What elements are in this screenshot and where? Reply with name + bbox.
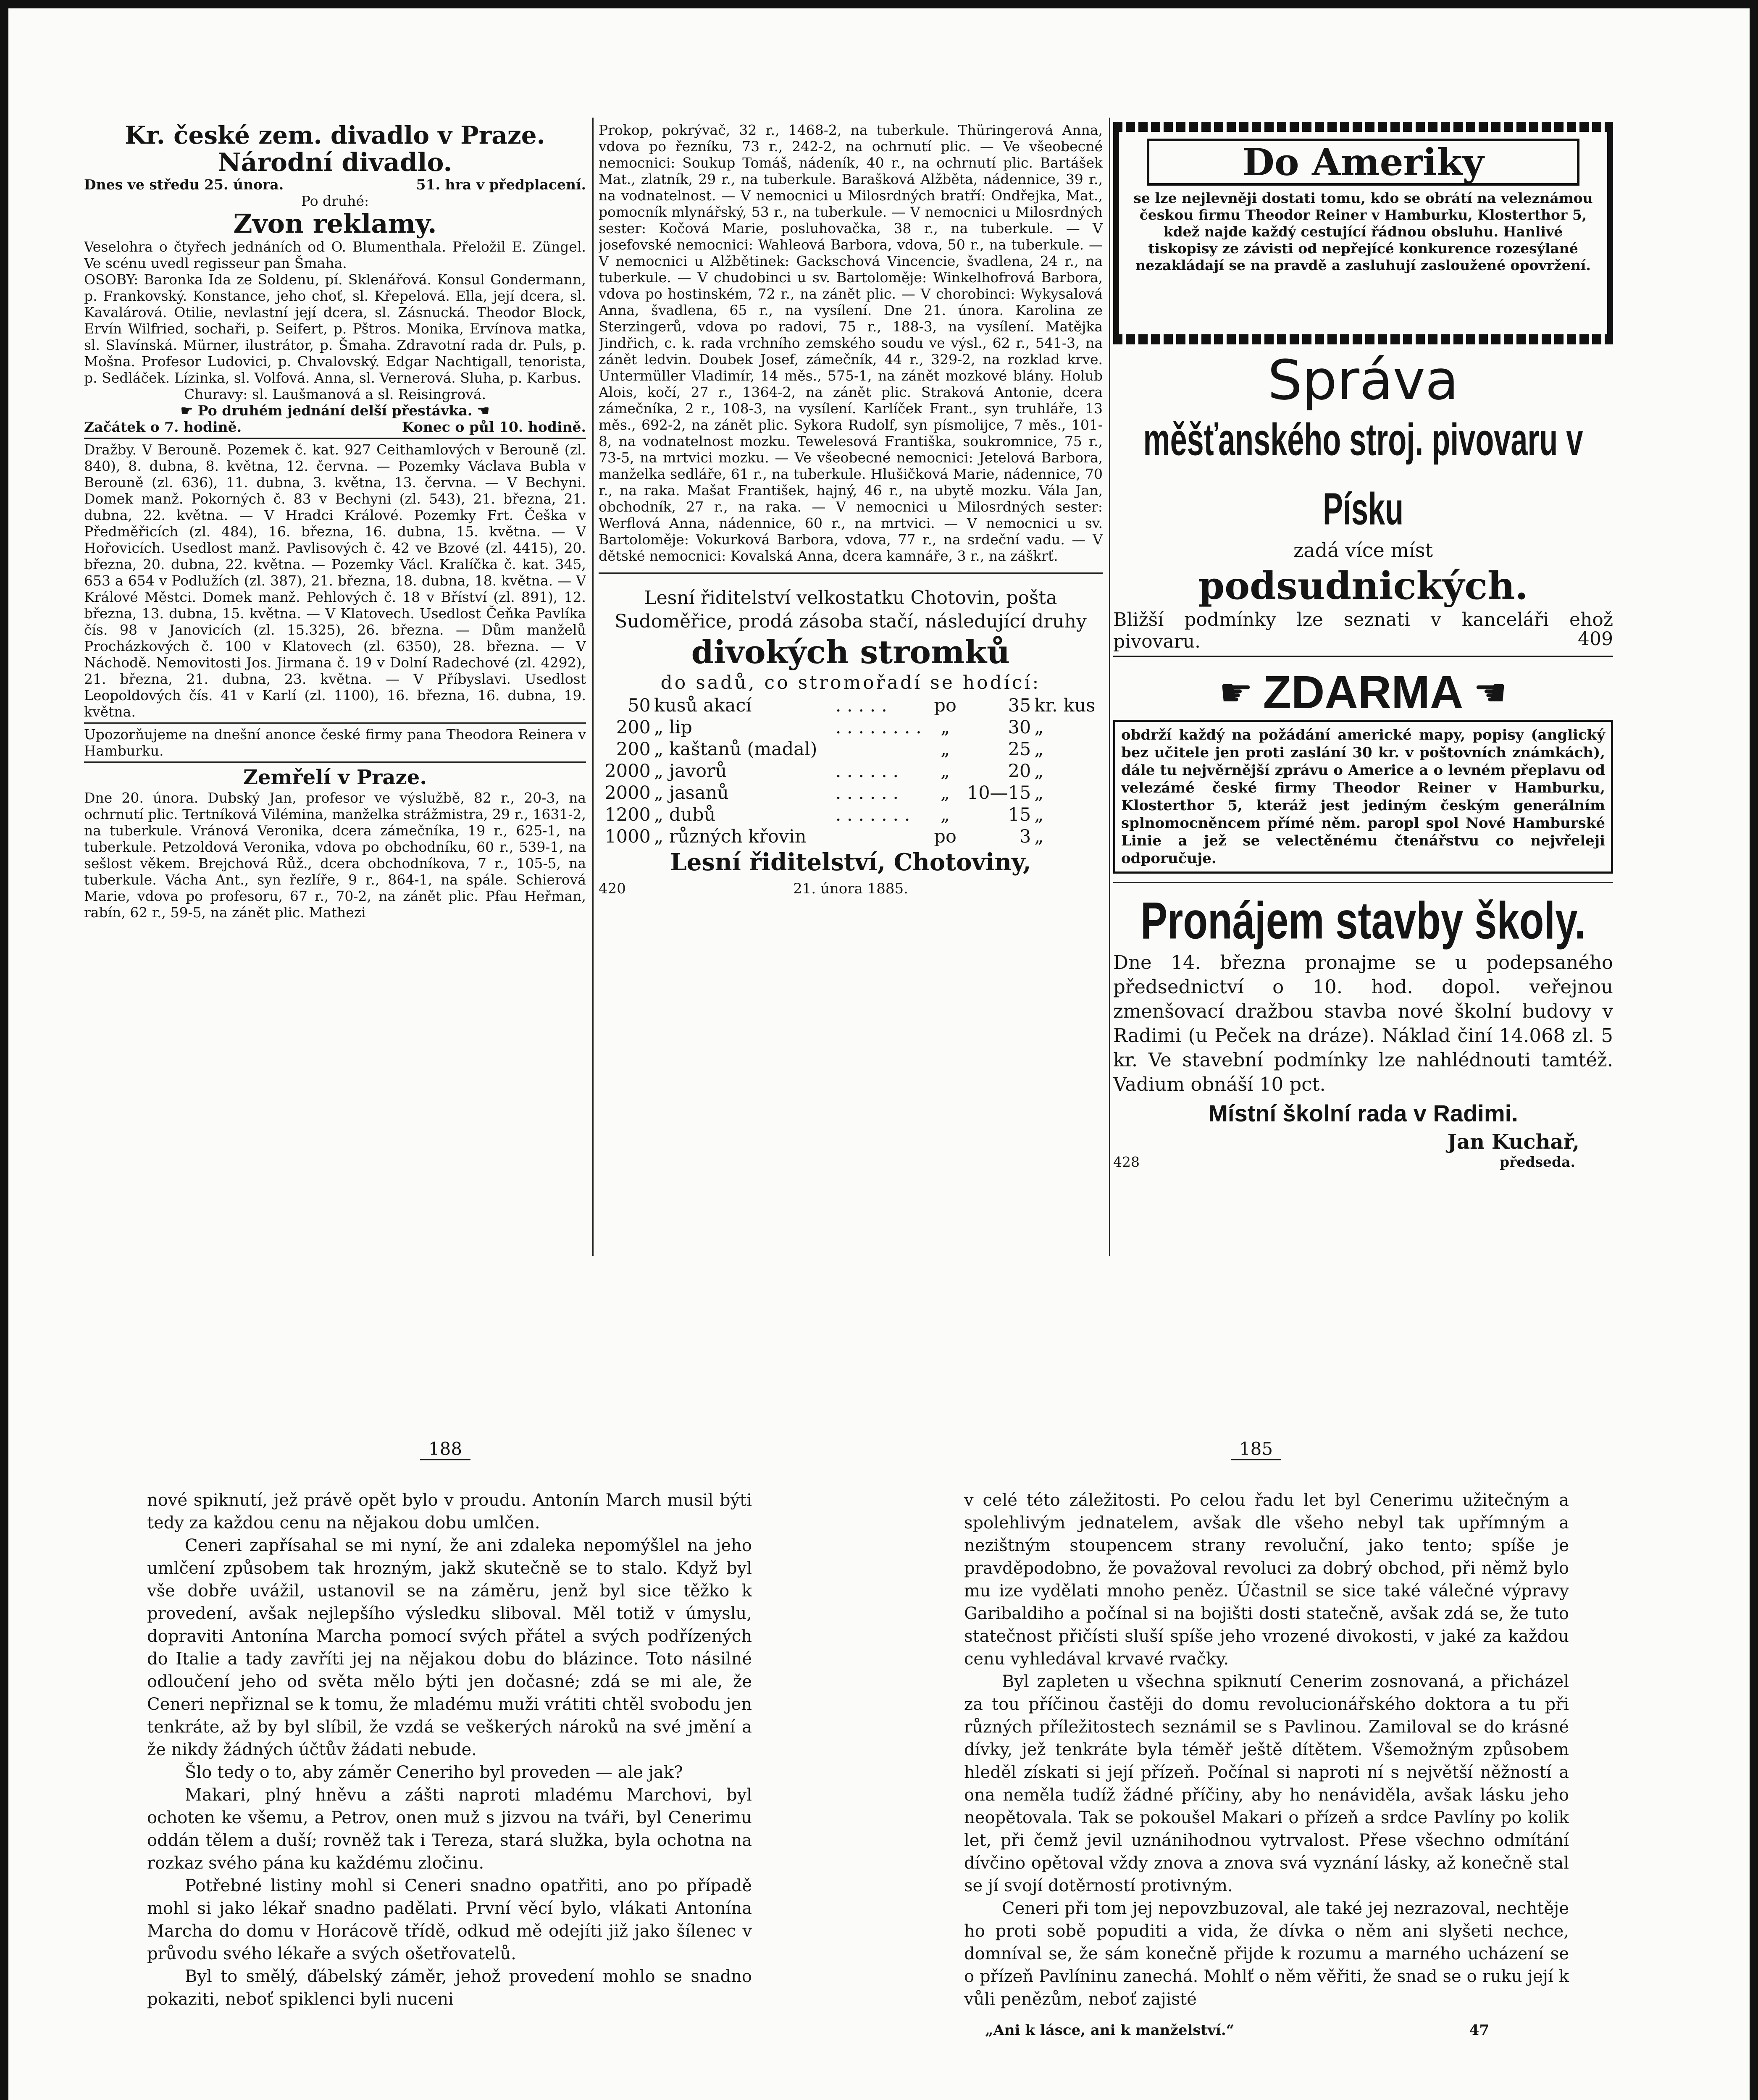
tree-qty: 2000 [604,761,651,782]
forest-title: divokých stromků [691,633,1010,671]
tree-po: „ [941,804,950,825]
tree-price: 20 [1008,761,1031,782]
start-time: Začátek o 7. hodině. [84,419,242,435]
story-sheet-number: 47 [1469,2022,1489,2039]
deaths-text: Dne 20. února. Dubský Jan, profesor ve výslužbě, 82 r., 20-3, na ochrnutí plic. Tertníková Vilémina, manželka strážmistra, 29 r., 1631-2, na tuberkule. Vránová Veronika, dcera zámečníka, 19 r., 625-1, na tuberkule. Petzoldová Veronika, vdova po obchodníku, 60 r., 539-1, na sešlost věkem. Brejchová Růž., dcera obchodníkova, 7 r., 105-5, na tuberkule. Vácha Ant., syn řezlíře, 9 r., 864-1, na spále. Schierová Marie, vdova po profesoru, 67 r., 70-2, na zánět plic. Pfau Heřman, rabín, 62 r., 59-5, na zánět plic. Mathezi [84,790,586,921]
divider [84,722,586,724]
theatre-date-row [84,176,586,193]
tree-po: „ [941,761,950,782]
story-paragraph: Šlo tedy o to, aby záměr Ceneriho byl proveden — ale jak? [185,1763,683,1782]
pointing-hand-icon: ☚ [477,402,490,419]
story-right [964,1489,1569,2100]
divider [84,438,586,439]
signer-role: předseda. [1499,1154,1575,1170]
pronajem-ad-number: 428 [1113,1154,1140,1170]
pronajem-heading: Pronájem stavby školy. [1140,891,1586,950]
forest-date: 21. února 1885. [793,880,908,897]
amerika-ad [1113,122,1613,344]
tree-row [599,782,1103,804]
tree-row [599,760,1103,782]
end-time: Konec o půl 10. hodině. [402,419,586,435]
ornament-border [1113,122,1613,132]
story-paragraph: Byl to smělý, ďábelský záměr, jehož provedení mohlo se snadno pokaziti, neboť spiklenci byli nuceni [147,1967,752,2009]
tree-name: „ dubů [654,804,716,825]
tree-qty: 1200 [604,804,651,825]
trees-table [599,695,1103,848]
sprava-heading: Správa [1267,348,1459,412]
tree-po: po [934,826,957,847]
middle-column [599,122,1103,1256]
story-paragraph: v celé této záležitosti. Po celou řadu let byl Cenerimu užitečným a spolehlivým jednatelem, avšak dle všeho nebyl tak upřímným a nezištným stoupencem strany revoluční, jako tento; spíše je pravděpodobno, že považoval revoluci za dobrý obchod, při němž bylo mu ize vydělati mnoho peněz. Účastnil se sice také válečné výpravy Garibaldiho a počínal si na bojišti dosti statečně, avšak zdá se, že tuto statečnost přičísti sluší spíše jeho vrozené divokosti, v jaké za každou cenu vyhledával krvavé rvačky. [964,1491,1569,1669]
amerika-text: se lze nejlevněji dostati tomu, kdo se obrátí na veleznámou českou firmu Theodor Reiner v Hamburku, Klosterthor 5, kdež najde každý cestující řádnou obsluhu. Hanlivé tiskopisy ze závisti od nepřejícé konkurence rozesýlané nezakládají se na pravdě a zasluhují zasloužené opovržení. [1133,190,1593,273]
tree-qty: 200 [616,739,651,760]
zdarma-heading: ZDARMA [1263,667,1464,718]
tree-unit: „ [1034,761,1044,782]
pivovar-ad-number: 409 [1578,628,1613,650]
theatre-house: Kr. české zem. divadlo v Praze. [125,122,545,150]
theatre-date: Dnes ve středu 25. února. [84,176,284,193]
pointing-hand-icon: ☚ [1473,670,1507,715]
pause-text: Po druhém jednání delší přestávka. [197,402,473,419]
ornament-border [1113,132,1119,334]
story-paragraph: Byl zapleten u všechna spiknutí Cenerim zosnovaná, a přicházel za tou příčinou častěji do domu revolucionářského doktora a tu při různých příležitostech seznámil se s Pavlinou. Zamiloval se do krásné dívky, jež tenkráte byla téměř ještě dítětem. Všemožným způsobem hleděl získati si její přízeň. Počínal si naproti ní s největší něžností a ona neměla tudíž žádné příčiny, aby ho nenáviděla, avšak lásku jeho neopětovala. Tak se pokoušel Makari o přízeň a srdce Pavlíny po kolik let, při čemž jevil uznánihodnou vytrvalost. Přese všechno odmítání dívčino opětoval vždy znova a znova svá vyznání lásky, až konečně stal se jí svojí dotěrností protivným. [964,1672,1569,1895]
churavy: Churavy: sl. Laušmanová a sl. Reisingrová. [184,386,486,402]
tree-po: „ [941,739,950,760]
tree-name: „ jasanů [654,782,729,803]
page-number-left: 188 [420,1438,470,1460]
pronajem-text: Dne 14. března pronajme se u podepsaného předsednictví o 10. hod. dopol. veřejnou zmenšovací dražbou stavba nové školní budovy v Radimi (u Peček na dráze). Náklad činí 14.068 zl. 5 kr. Ve stavební podmínky lze nahlédnouti tamtéž. Vadium obnáší 10 pct. [1113,951,1613,1095]
tree-dots: . . . . . . . [835,804,910,825]
tree-price: 3 [1019,826,1031,847]
tree-price: 35 [1008,695,1031,716]
story-footer [964,2019,1569,2044]
zdarma-text: obdrží každý na požádání americké mapy, popisy (anglický bez učitele jen proti zaslání 30 kr. v poštovních známkách), dále tu nejvěrnější zprávu o Americe a o levném přeplavu od velezámé české firmy Theodor Reiner v Hamburku, Klosterthor 5, kteráž jest jediným českým generálním splnomocněncem přímé něm. paropl spol Nové Hamburské Linie a jež se velectěnému čtenářstvu co nejvřeleji odporučuje. [1121,727,1605,867]
column-rule [1109,118,1110,1256]
podsudnik-heading: podsudnických. [1198,564,1528,608]
tree-qty: 2000 [604,782,651,803]
notice: Upozorňujeme na dnešní anonce české firmy pana Theodora Reinera v Hamburku. [84,726,586,759]
newspaper-page [8,8,1750,2100]
start-end-row [84,419,586,435]
pronajem-footer [1113,1154,1613,1172]
forest-intro: Lesní řiditelství velkostatku Chotovin, pošta Sudoměřice, prodá zásoba stačí, následující druhy [615,587,1087,632]
tree-dots: . . . . . [835,695,887,716]
tree-po: po [934,695,957,716]
right-column [1113,122,1613,1256]
ornament-border [1113,334,1613,344]
column-rule [592,118,594,1256]
page-number-right: 185 [1231,1438,1281,1460]
forest-ad-number: 420 [599,880,626,897]
story-left [147,1489,752,2100]
second-label: Po druhé: [301,193,369,209]
tree-qty: 1000 [604,826,651,847]
tree-name: kusů akací [654,695,752,716]
story-paragraph: Potřebné listiny mohl si Ceneri snadno opatřiti, ano po případě mohl si jako lékař snadno padělati. První věcí bylo, vlákati Antonína Marcha do domu v Horácově třídě, odkud mě odejíti již jako šílenec v průvodu svého lékaře a svých ošetřovatelů. [147,1876,752,1964]
zada-text: zadá více míst [1293,539,1433,562]
tree-price: 30 [1008,717,1031,738]
deaths-continued: Prokop, pokrývač, 32 r., 1468-2, na tuberkule. Thüringerová Anna, vdova po řezníku, 73 r., 242-2, na ochrnutí plic. — Ve všeobecné nemocnici: Soukup Tomáš, nádeník, 40 r., na ochrnutí plic. Bartášek Mat., zlatník, 29 r., na tuberkule. Barašková Alžběta, nádennice, 39 r., na vodnatelnost. — V nemocnici u Milosrdných bratří: Ondřejka, Mat., pomocník mlynářský, 53 r., na tuberkule. — V nemocnici u Milosrdných sester: Kočová Marie, posluhovačka, 38 r., na tuberkule. — V josefovské nemocnici: Wahleová Barbora, vdova, 50 r., na tuberkule. — V nemocnici u Alžbětinek: Gackschová Vincencie, švadlena, 24 r., na tuberkule. — V chudobinci u sv. Bartoloměje: Winkelhofrová Barbora, vdova po hostinském, 72 r., na zánět plic. — V chorobinci: Wykysalová Anna, švadlena, 65 r., na vysílení. Dne 21. února. Karolina ze Sterzingerů, vdova po radovi, 75 r., 188-3, na vysílení. Matějka Jindřich, c. k. rada vrchního zemského soudu ve výsl., 62 r., 541-3, na zánět ledvin. Doubek Josef, zámečník, 44 r., 329-2, na rozklad krve. Untermüller Vladimír, 14 měs., 575-1, na zánět mozkové blány. Holub Alois, kočí, 27 r., 1364-2, na zánět plic. Straková Antonie, dcera zámečníka, 2 r., 108-3, na vysílení. Karlíček Frant., syn truhláře, 13 měs., 692-2, na zánět plic. Sykora Rudolf, syn písmolijce, 7 měs., 101-8, na vodnatelnost mozku. Tewelesová Františka, soukromnice, 75 r., 73-5, na mrtvici mozku. — Ve všeobecné nemocnici: Jetelová Barbora, manželka sedláře, 61 r., na tuberkule. Hlušičková Marie, nádennice, 70 r., na raka. Mašat František, hajný, 46 r., na ubytě mozku. Vála Jan, obchodník, 27 r., na raka. — V nemocnici u Milosrdných sester: Werflová Anna, nádennice, 60 r., na mrtvici. — V nemocnici u sv. Bartoloměje: Vokurková Barbora, vdova, 77 r., na srdeční vadu. — V dětské nemocnici: Kovalská Anna, dcera kamnáře, 3 r., na záškrť. [599,122,1103,564]
forest-footer [599,877,1103,895]
tree-price: 25 [1008,739,1031,760]
signer-name: Jan Kuchař, [1447,1130,1579,1154]
zdarma-header [1113,665,1613,720]
tree-unit: „ [1034,717,1044,738]
tree-unit: „ [1034,739,1044,760]
tree-dots: . . . . . . [835,761,899,782]
story-footer-title: „Ani k lásce, ani k manželství.“ [985,2022,1235,2039]
pointing-hand-icon: ☛ [1219,670,1253,715]
tree-name: „ lip [654,717,692,738]
deaths-title: Zemřelí v Praze. [243,766,427,789]
divider [599,572,1103,574]
story-paragraph: Ceneri zapřísahal se mi nyní, že ani zdaleka nepomýšlel na jeho umlčení způsobem tak hrozným, jakž skutečně se to stalo. Když byl vše dobře uvážil, ustanovil se na záměru, jenž byl sice těžko k provedení, avšak nejlepšího výsledku sliboval. Měl totiž v úmyslu, dopraviti Antonína Marcha pomocí svých přátel a svých podřízených do Italie a tady zavříti jej na nějakou dobu do blázince. Toto násilné odloučení jeho od světa mělo býti jen dočasné; zdá se mi ale, že Ceneri nepřiznal se k tomu, že mladému muži vrátiti chtěl svobodu jen tenkráte, až by byl slíbil, že vzdá se veškerých nároků na své jmění a že nikdy žádných účtův žádati nebude. [147,1536,752,1759]
tree-row [599,717,1103,738]
ornament-border [1607,132,1613,334]
pointing-hand-icon: ☛ [180,402,193,419]
tree-row [599,695,1103,717]
divider [1113,656,1613,657]
tree-unit: kr. kus [1034,695,1096,716]
tree-dots [834,738,931,760]
forest-subtitle: do sadů, co stromořadí se hodící: [660,672,1041,693]
tree-po: „ [941,782,950,803]
forest-sign: Lesní řiditelství, Chotoviny, [670,848,1031,876]
play-desc: Veselohra o čtyřech jednáních od O. Blumenthala. Přeložil E. Züngel. Ve scénu uvedl regisseur pan Šmaha. [84,239,586,271]
tree-price: 10—15 [967,782,1031,803]
tree-unit: „ [1034,804,1044,825]
pivovar-heading: měšťanského stroj. pivovaru v Písku [1143,415,1583,535]
tree-qty: 200 [616,717,651,738]
left-column [84,122,586,1256]
tree-row [599,738,1103,760]
tree-row [599,826,1103,848]
story-paragraph: Ceneri při tom jej nepovzbuzoval, ale také jej nezrazoval, nechtěje ho proti sobě popuditi a vida, že dívka o něm ani slyšeti nechce, domníval se, že sám konečně přijde k rozumu a marného ucházení se o přízeň Pavlíninu zanechá. Mohlť o něm věřiti, že snad se o ruku její k vůli penězům, neboť zajisté [964,1899,1569,2009]
cast-list: OSOBY: Baronka Ida ze Soldenu, pí. Sklenářová. Konsul Gondermann, p. Frankovský. Konstance, jeho choť, sl. Křepelová. Ella, její dcera, sl. Kavalárová. Otilie, nevlastní její dcera, sl. Zásnucká. Theodor Block, Ervín Wilfried, sochaři, p. Seifert, p. Pštros. Monika, Ervínova matka, sl. Slavínská. Mürner, ilustrátor, p. Šmaha. Zdravotní rada dr. Puls, p. Mošna. Profesor Ludovici, p. Chvalovský. Edgar Nachtigall, tenorista, p. Sedláček. Lízinka, sl. Volfová. Anna, sl. Vernerová. Sluha, p. Karbus. [84,271,586,386]
pause-note [84,402,586,419]
forest-ad [599,586,1103,895]
tree-unit: „ [1034,782,1044,803]
story-paragraph: nové spiknutí, jež právě opět bylo v proudu. Antonín March musil býti tedy za každou cenu na nějakou dobu umlčen. [147,1491,752,1533]
tree-name: „ různých křovin [654,826,807,847]
tree-name: „ javorů [654,761,727,782]
tree-dots: . . . . . . [835,782,899,803]
tree-dots [834,826,931,848]
amerika-title: Do Ameriky [1147,139,1579,186]
auctions: Dražby. V Berouně. Pozemek č. kat. 927 Ceithamlových v Berouně (zl. 840), 8. dubna, 8. května, 12. června. — Pozemky Václava Bubla v Berouně (zl. 636), 11. dubna, 3. května, 13. června. — V Bechyni. Domek manž. Pokorných č. 83 v Bechyni (zl. 543), 21. března, 21. dubna, 22. května. — V Hradci Králové. Pozemky Frt. Češka v Předměřicích (zl. 484), 16. března, 16. dubna, 15. května. — V Hořovicích. Usedlost manž. Pavlisových č. 42 ve Bzové (zl. 4415), 20. března, 20. dubna, 22. května. — Pozemky Václ. Kralíčka č. kat. 345, 653 a 654 v Podlužích (zl. 387), 21. března, 18. dubna, 18. května. — V Králové Městci. Domek manž. Pehlových č. 18 v Bříství (zl. 891), 12. března, 13. dubna, 15. května. — V Klatovech. Usedlost Čeňka Pavlíka čís. 98 v Janovicích (zl. 15.325), 26. března. — Dům manželů Procházkových č. 100 v Klatovech (zl. 6350), 28. března. — V Náchodě. Nemovitosti Jos. Jirmana č. 19 v Dolní Radechové (zl. 4292), 21. března, 21. dubna, 23. května. — V Příbyslavi. Usedlost Leopoldových čís. 41 v Karlí (zl. 1100), 16. března, 16. dubna, 19. května. [84,441,586,720]
tree-row [599,804,1103,826]
theatre-perf: 51. hra v předplacení. [416,176,586,193]
tree-po: „ [941,717,950,738]
divider [84,761,586,763]
tree-name: „ kaštanů (madal) [654,739,817,760]
pivovar-details: Bližší podmínky lze seznati v kanceláři ehož pivovaru. [1113,609,1613,652]
tree-price: 15 [1008,804,1031,825]
theatre-name: Národní divadlo. [218,148,452,177]
school-board: Místní školní rada v Radimi. [1208,1100,1518,1126]
play-title: Zvon reklamy. [233,208,437,239]
tree-dots: . . . . . . . . [835,717,922,738]
tree-qty: 50 [628,695,651,716]
tree-unit: „ [1034,826,1044,847]
story-paragraph: Makari, plný hněvu a zášti naproti mladému Marchovi, byl ochoten ke všemu, a Petrov, onen muž s jizvou na tváři, byl Cenerimu oddán tělem a duší; rovněž tak i Tereza, stará služka, byla ochotna na rozkaz svého pána ku každému zločinu. [147,1785,752,1873]
zdarma-box [1113,720,1613,874]
